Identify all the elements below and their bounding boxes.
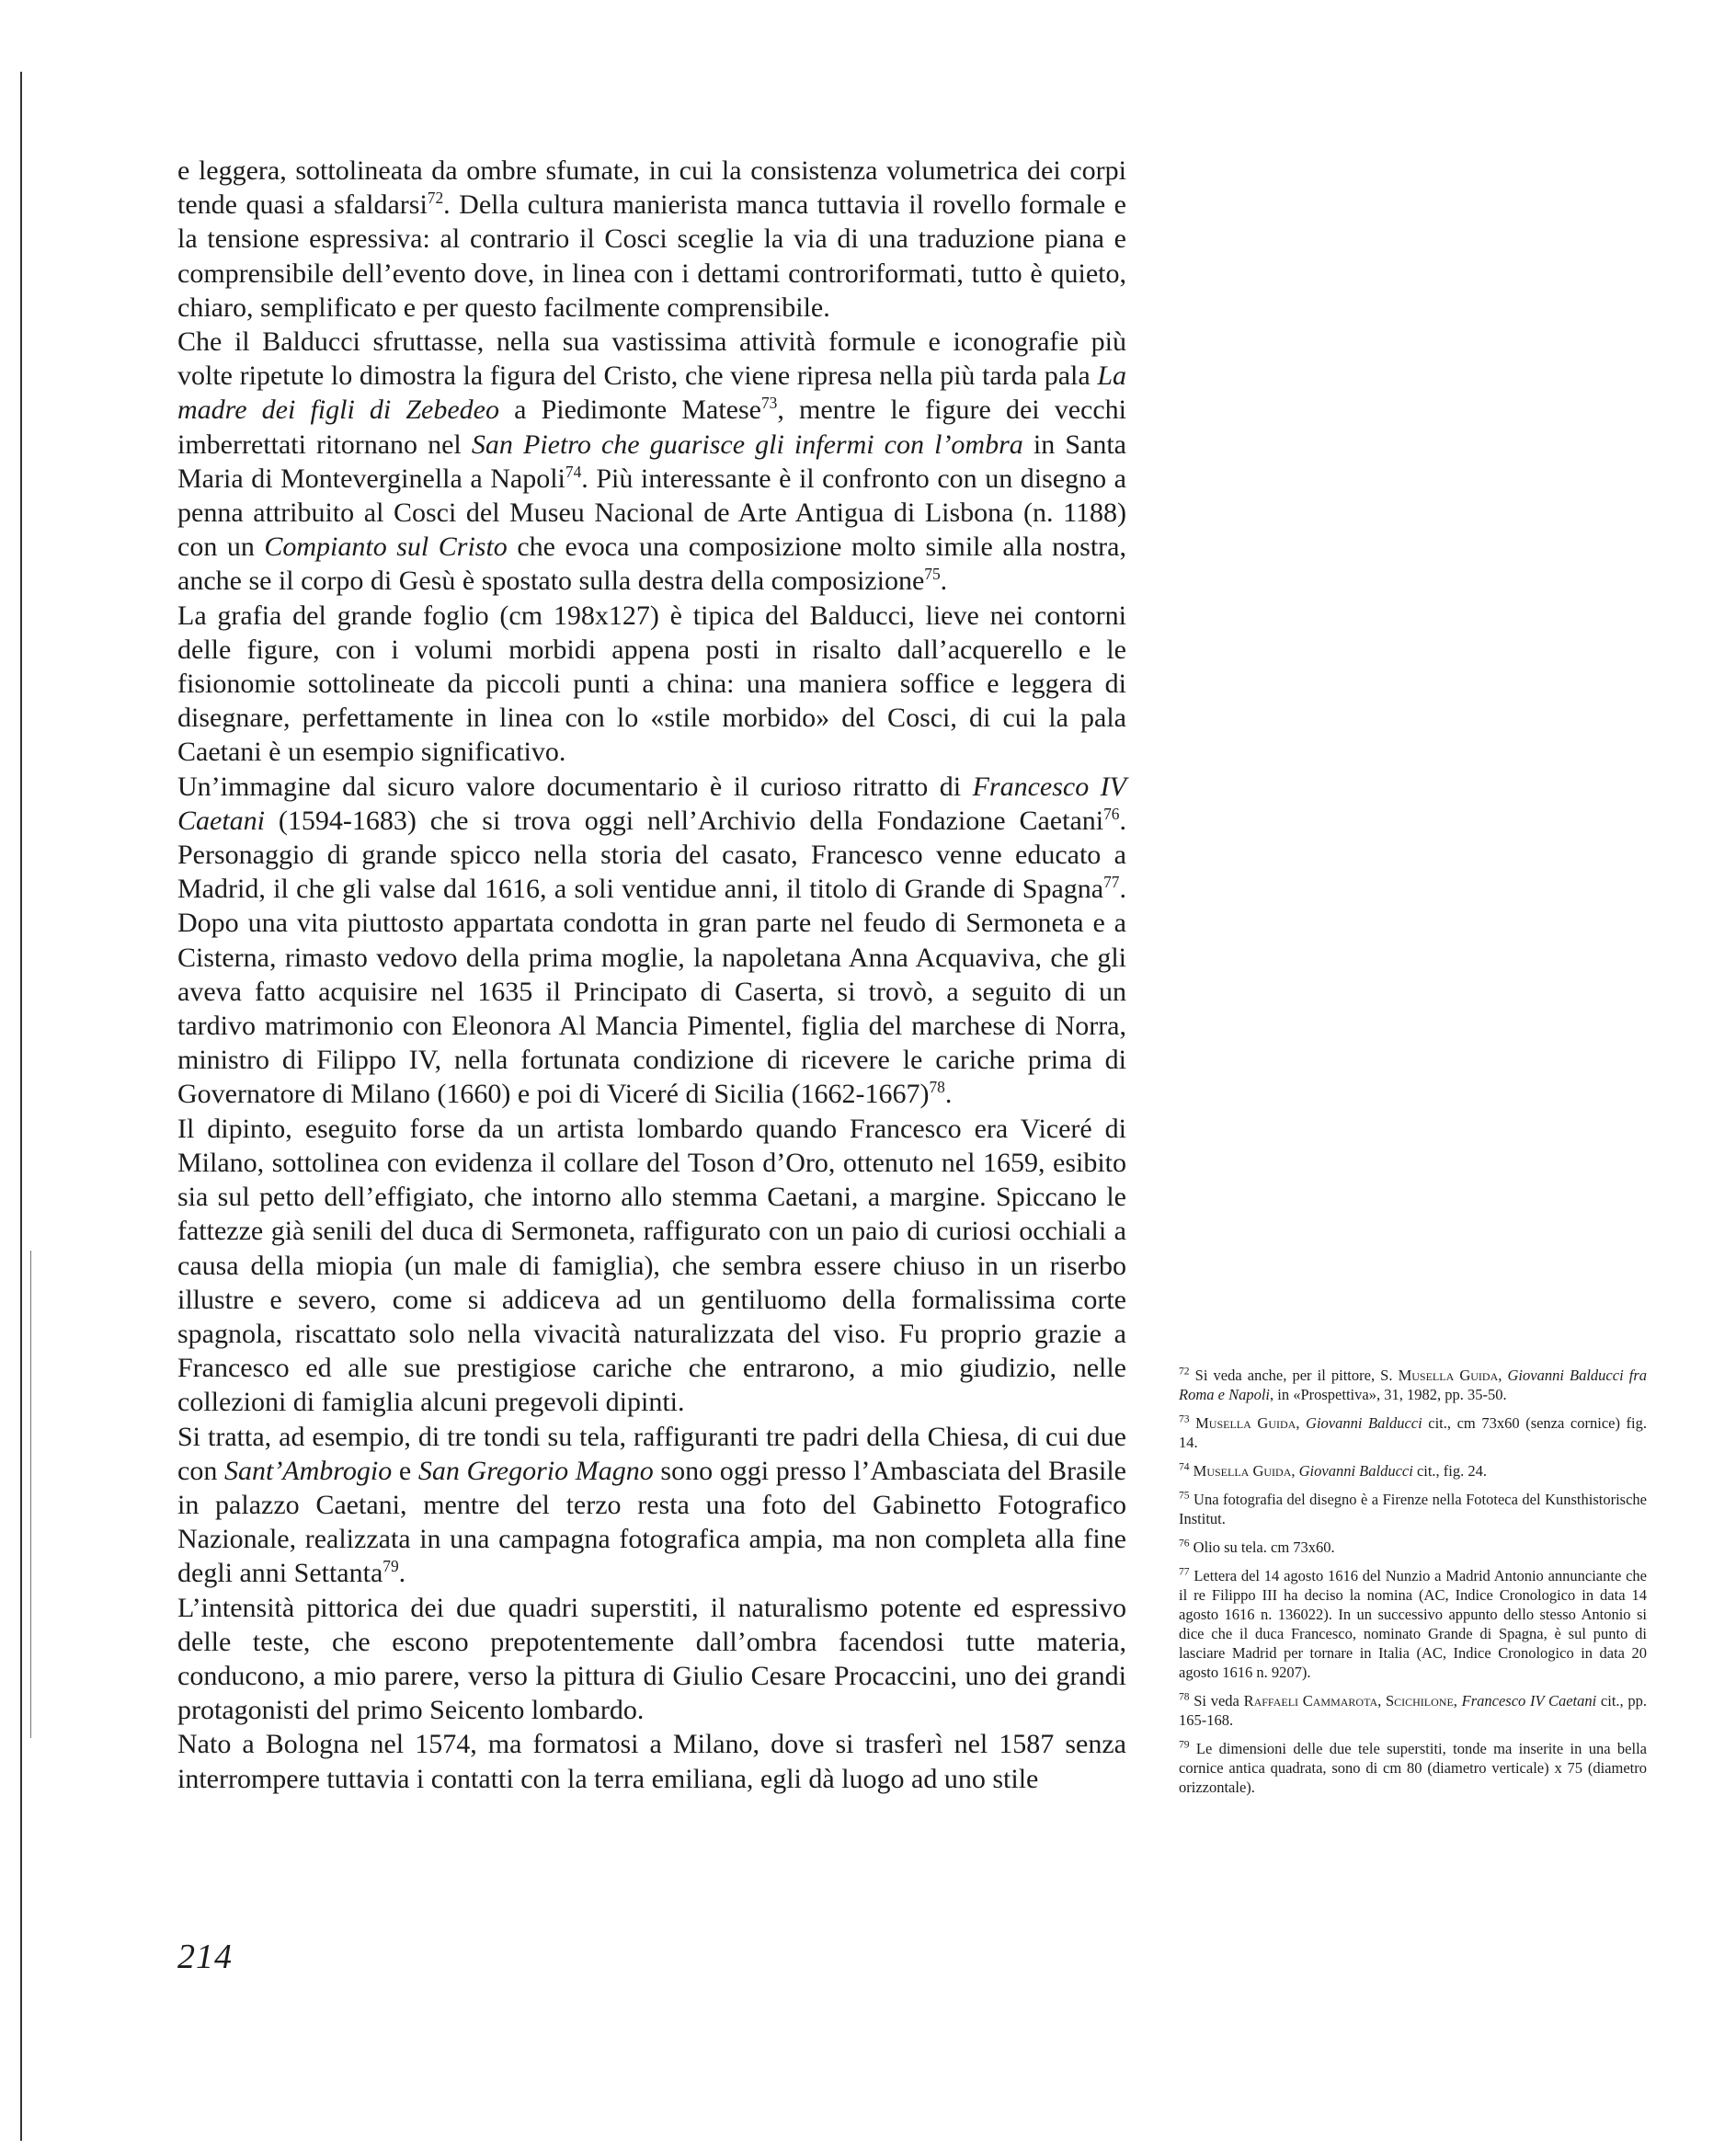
footnote: $^{79}$ Le dimensioni delle due tele superstiti, tonde ma inserite in una bella cornice antica quadrata, sono di cm 80 (diametro verticale) x 75 (diametro orizzontale).: [1179, 1739, 1647, 1796]
page-number: 214: [177, 1938, 233, 1976]
scan-edge-secondary: [30, 1251, 31, 1738]
footnote: $^{78}$ Si veda Raffaeli Cammarota, Scichilone, Francesco IV Caetani cit., pp. 165-168.: [1179, 1691, 1647, 1729]
paragraph: Che il Balducci sfruttasse, nella sua vastissima attività formule e iconografie più volte ripetute lo dimostra la figura del Cristo, che viene ripresa nella più tarda pala La madre dei figli di Zebedeo a Piedimonte Matese$^{73}$, mentre le figure dei vecchi imberrettati ritornano nel San Pietro che guarisce gli infermi con l’ombra in Santa Maria di Monteverginella a Napoli$^{74}$. Più interessante è il confronto con un disegno a penna attribuito al Cosci del Museu Nacional de Arte Antigua di Lisbona (n. 1188) con un Compianto sul Cristo che evoca una composizione molto simile alla nostra, anche se il corpo di Gesù è spostato sulla destra della composizione$^{75}$.: [177, 326, 1126, 597]
paragraph: Il dipinto, eseguito forse da un artista lombardo quando Francesco era Viceré di Milano, sottolinea con evidenza il collare del Toson d’Oro, ottenuto nel 1659, esibito sia sul petto dell’effigiato, che intorno allo stemma Caetani, a margine. Spiccano le fattezze già senili del duca di Sermoneta, raffigurato con un paio di curiosi occhiali a causa della miopia (un male di famiglia), che sembra essere chiuso in un riserbo illustre e severo, come si addiceva ad un gentiluomo della formalissima corte spagnola, riscattato solo nella vivacità naturalizzata del viso. Fu proprio grazie a Francesco ed alle sue prestigiose cariche che entrarono, a mio giudizio, nelle collezioni di famiglia alcuni pregevoli dipinti.: [177, 1113, 1126, 1418]
footnotes: [1179, 1366, 1647, 1806]
main-text: [177, 154, 1126, 1796]
paragraph: e leggera, sottolineata da ombre sfumate, in cui la consistenza volumetrica dei corpi tende quasi a sfaldarsi$^{72}$. Della cultura manierista manca tuttavia il rovello formale e la tensione espressiva: al contrario il Cosci sceglie la via di una traduzione piana e comprensibile dell’evento dove, in linea con i dettami controriformati, tutto è quieto, chiaro, semplificato e per questo facilmente comprensibile.: [177, 155, 1126, 323]
footnote: $^{77}$ Lettera del 14 agosto 1616 del Nunzio a Madrid Antonio annunciante che il re Filippo III ha deciso la nomina (AC, Indice Cronologico in data 14 agosto 1616 n. 136022). In un successivo appunto dello stesso Antonio si dice che il duca Francesco, nominato Grande di Spagna, è sul punto di lasciare Madrid per tornare in Italia (AC, Indice Cronologico in data 20 agosto 1616 n. 9207).: [1179, 1566, 1647, 1681]
footnote: $^{73}$ Musella Guida, Giovanni Balducci cit., cm 73x60 (senza cornice) fig. 14.: [1179, 1413, 1648, 1451]
paragraph: La grafia del grande foglio (cm 198x127) è tipica del Balducci, lieve nei contorni delle figure, con i volumi morbidi appena posti in risalto dall’acquerello e le fisionomie sottolineate da piccoli punti a china: una maniera soffice e leggera di disegnare, perfettamente in linea con lo «stile morbido» del Cosci, di cui la pala Caetani è un esempio significativo.: [177, 600, 1126, 768]
paragraph: Un’immagine dal sicuro valore documentario è il curioso ritratto di Francesco IV Caetani (1594-1683) che si trova oggi nell’Archivio della Fondazione Caetani$^{76}$. Personaggio di grande spicco nella storia del casato, Francesco venne educato a Madrid, il che gli valse dal 1616, a soli ventidue anni, il titolo di Grande di Spagna$^{77}$. Dopo una vita piuttosto appartata condotta in gran parte nel feudo di Sermoneta e a Cisterna, rimasto vedovo della prima moglie, la napoletana Anna Acquaviva, che gli aveva fatto acquisire nel 1635 il Principato di Caserta, si trovò, a seguito di un tardivo matrimonio con Eleonora Al Mancia Pimentel, figlia del marchese di Norra, ministro di Filippo IV, nella fortunata condizione di ricevere le cariche prima di Governatore di Milano (1660) e poi di Viceré di Sicilia (1662-1667)$^{78}$.: [177, 771, 1126, 1110]
footnote: $^{76}$ Olio su tela. cm 73x60.: [1179, 1538, 1335, 1556]
footnote: $^{74}$ Musella Guida, Giovanni Balducci cit., fig. 24.: [1179, 1461, 1488, 1480]
paragraph: L’intensità pittorica dei due quadri superstiti, il naturalismo potente ed espressivo delle teste, che escono prepotentemente dall’ombra facendosi tutte materia, conducono, a mio parere, verso la pittura di Giulio Cesare Procaccini, uno dei grandi protagonisti del primo Seicento lombardo.: [177, 1592, 1126, 1726]
footnote: $^{75}$ Una fotografia del disegno è a Firenze nella Fototeca del Kunsthistorische Institut.: [1179, 1490, 1647, 1527]
scan-edge: [20, 72, 22, 2141]
paragraph: Nato a Bologna nel 1574, ma formatosi a Milano, dove si trasferì nel 1587 senza interrompere tuttavia i contatti con la terra emiliana, egli dà luogo ad uno stile: [177, 1729, 1126, 1794]
footnote: $^{72}$ Si veda anche, per il pittore, S. Musella Guida, Giovanni Balducci fra Roma e Napoli, in «Prospettiva», 31, 1982, pp. 35-50.: [1179, 1366, 1648, 1403]
paragraph: Si tratta, ad esempio, di tre tondi su tela, raffiguranti tre padri della Chiesa, di cui due con Sant’Ambrogio e San Gregorio Magno sono oggi presso l’Ambasciata del Brasile in palazzo Caetani, mentre del terzo resta una foto del Gabinetto Fotografico Nazionale, realizzata in una campagna fotografica ampia, ma non completa alla fine degli anni Settanta$^{79}$.: [177, 1421, 1126, 1589]
